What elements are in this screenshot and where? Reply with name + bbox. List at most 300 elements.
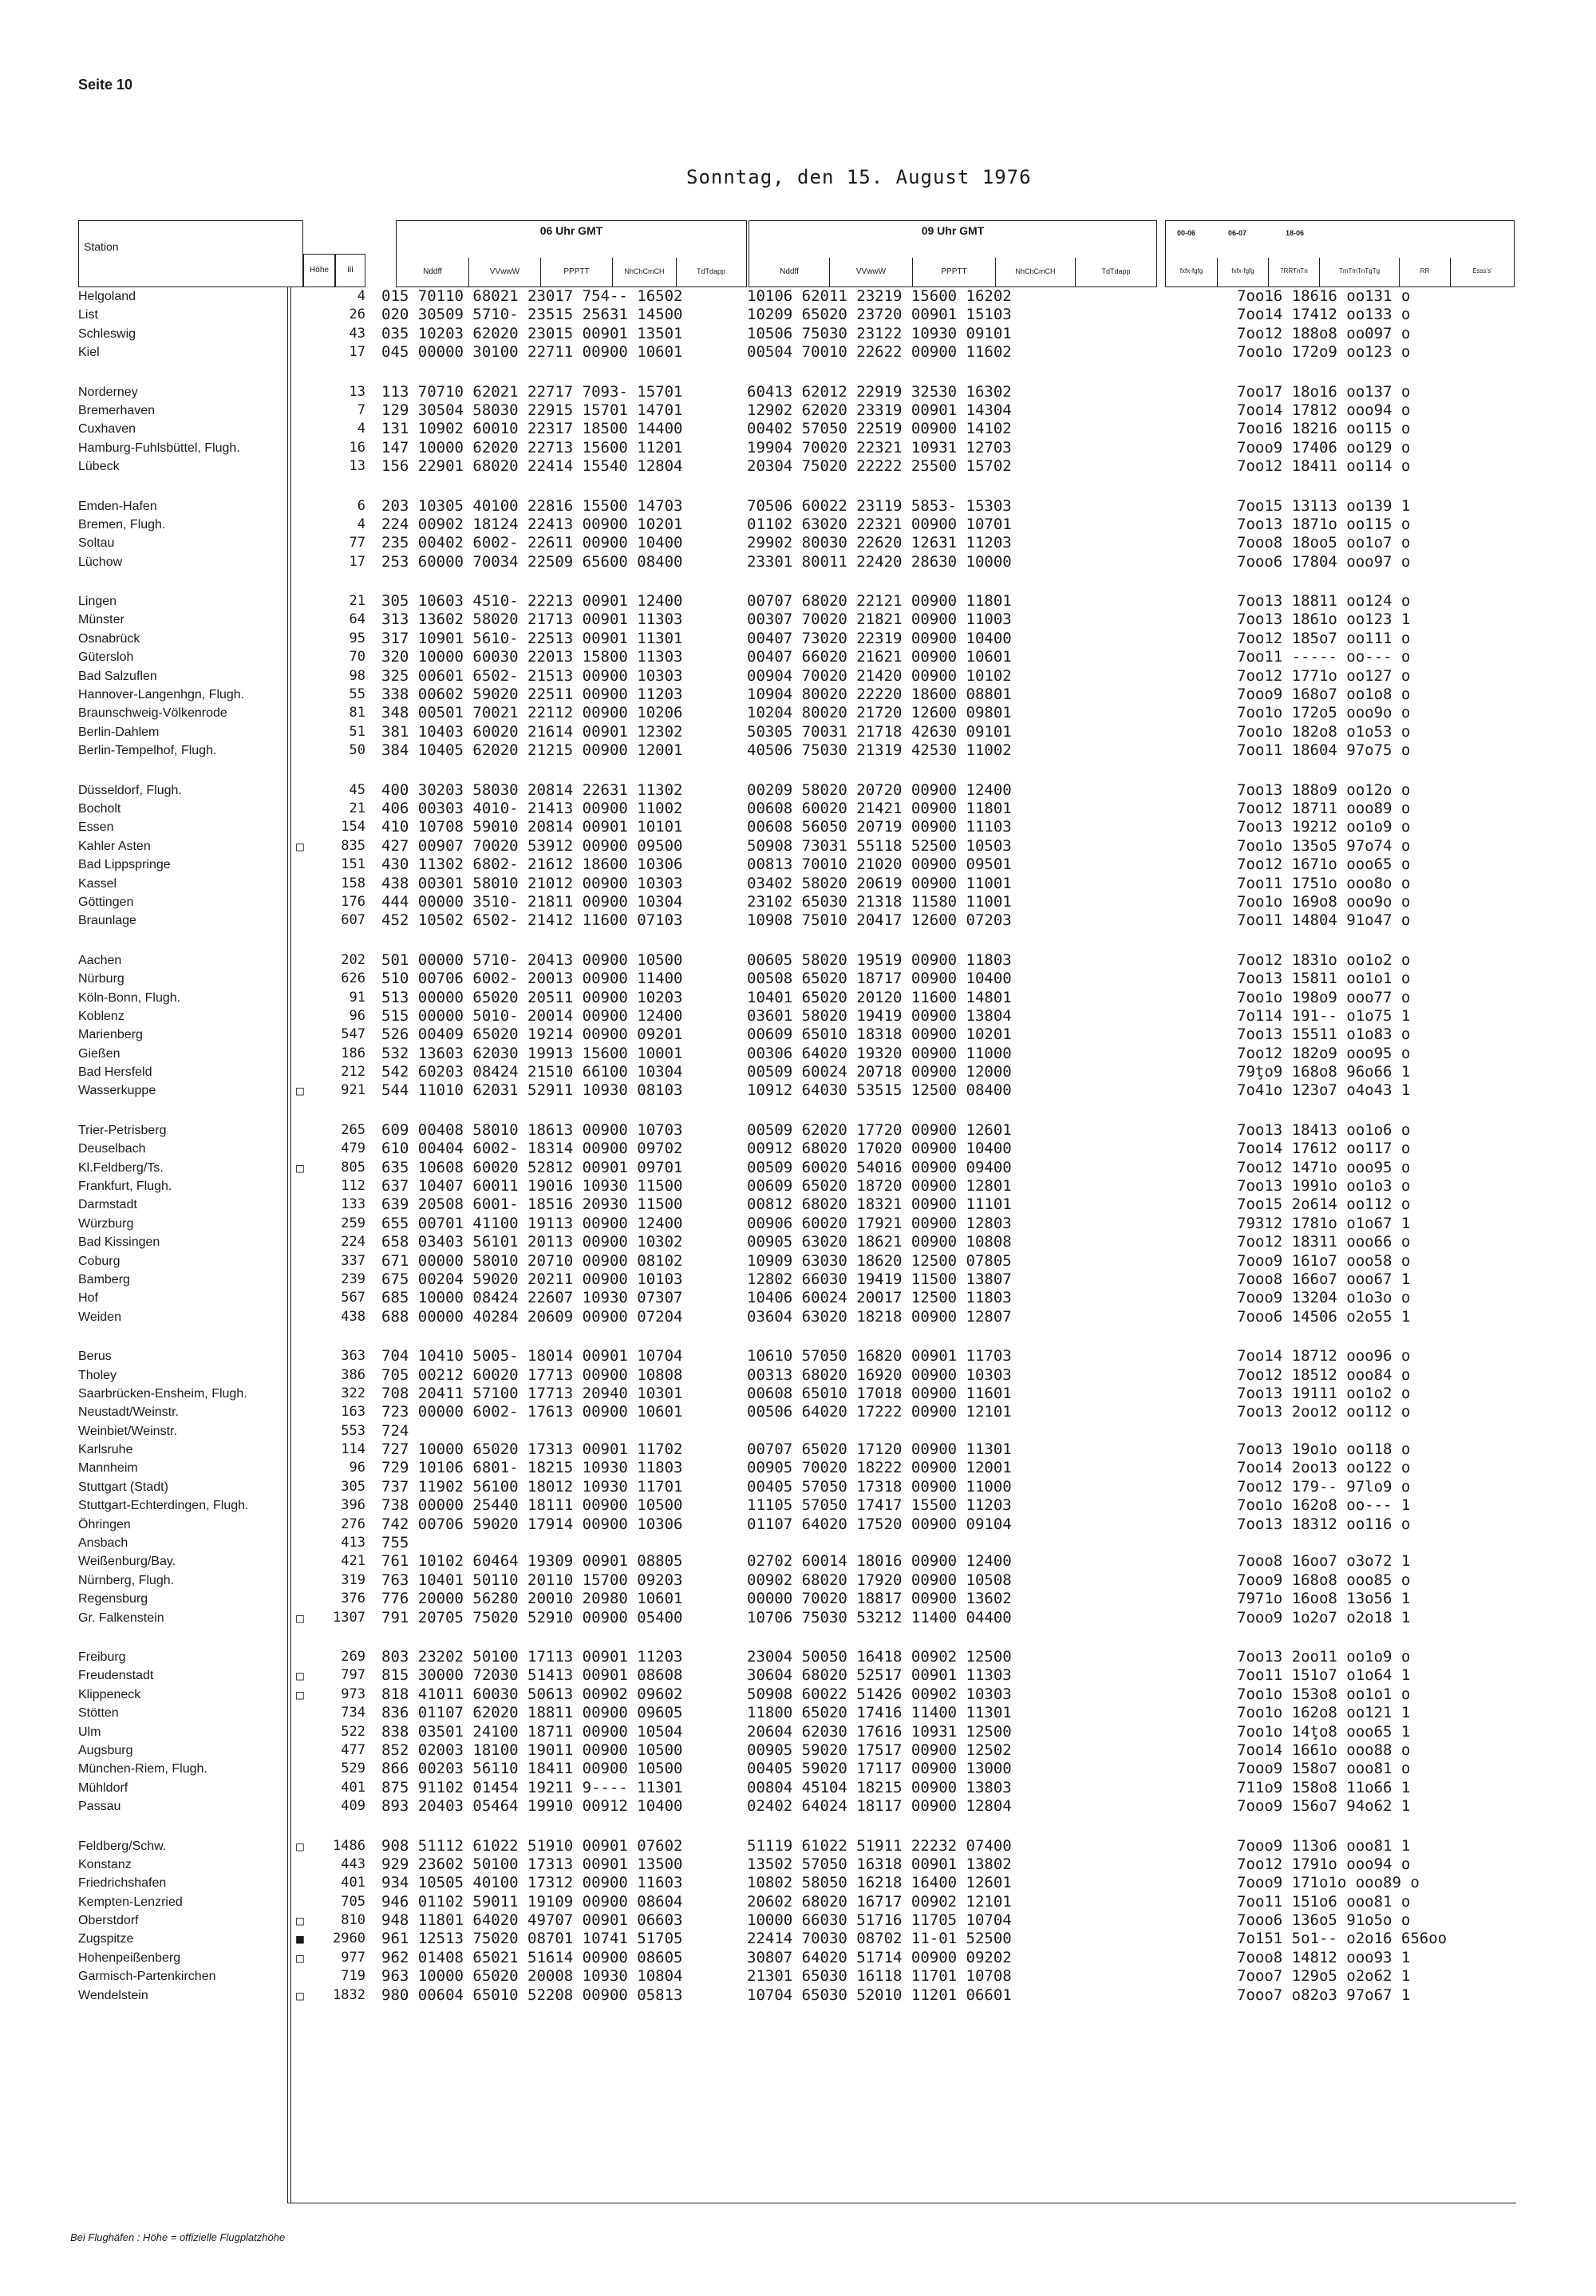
- extreme-values: 7oo11 151o7 o1o64 1: [1237, 1666, 1411, 1685]
- table-row: [78, 800, 1515, 818]
- station-height: 269: [341, 1649, 365, 1665]
- obs-09-values: 10506 75030 23122 10930 09101: [747, 324, 1012, 342]
- table-row: [78, 1195, 1515, 1214]
- extreme-values: 7oo15 2o614 oo112 o: [1237, 1195, 1411, 1214]
- obs-06-values: 253 60000 70034 22509 65600 08400: [381, 552, 683, 571]
- extreme-values: 7oo11 14804 91o47 o: [1237, 911, 1411, 930]
- table-row: [78, 1063, 1515, 1081]
- obs-06-values: 675 00204 59020 20211 00900 10103: [381, 1270, 683, 1288]
- table-row: [78, 1986, 1515, 2005]
- station-height: 17: [349, 344, 365, 361]
- station-name: Konstanz: [78, 1857, 132, 1871]
- station-name: Feldberg/Schw.: [78, 1839, 167, 1853]
- station-name: Stötten: [78, 1706, 119, 1721]
- extreme-values: 7oo14 18712 ooo96 o: [1237, 1347, 1411, 1365]
- page-number: Seite 10: [78, 77, 133, 93]
- obs-06-values: 685 10000 08424 22607 10930 07307: [381, 1289, 683, 1307]
- table-row: [78, 306, 1515, 324]
- extreme-values: 7oo16 18616 oo131 o: [1237, 287, 1411, 305]
- table-row: [78, 989, 1515, 1007]
- station-name: Essen: [78, 820, 114, 835]
- table-row: [78, 1403, 1515, 1421]
- end-col-fxfx2: fxfx-fgfg: [1217, 258, 1268, 287]
- iii-column-header: iii: [335, 254, 365, 287]
- end-header: [1165, 220, 1515, 287]
- station-name: Passau: [78, 1800, 121, 1814]
- station-height: 112: [341, 1178, 365, 1195]
- station-name: Saarbrücken-Ensheim, Flugh.: [78, 1386, 247, 1401]
- obs-06-values: 948 11801 64020 49707 00901 06603: [381, 1911, 683, 1930]
- obs-06-values: 348 00501 70021 22112 00900 10206: [381, 704, 683, 722]
- end-top-0006: 00-06: [1177, 229, 1196, 237]
- obs-09-values: 00812 68020 18321 00900 11101: [747, 1195, 1012, 1214]
- obs-09-values: 10908 75010 20417 12600 07203: [747, 911, 1012, 930]
- obs-09-values: 60413 62012 22919 32530 16302: [747, 382, 1012, 401]
- extreme-values: 7oo11 18604 97o75 o: [1237, 741, 1411, 760]
- obs-06-values: 513 00000 65020 20511 00900 10203: [381, 988, 683, 1006]
- station-name: Wasserkuppe: [78, 1084, 156, 1098]
- table-row: [78, 1271, 1515, 1289]
- table-row: [78, 592, 1515, 611]
- footnote: Bei Flughäfen : Höhe = offizielle Flugplatzhöhe: [70, 2231, 286, 2243]
- extreme-values: 7oo14 1661o ooo88 o: [1237, 1741, 1411, 1759]
- table-row: [78, 1648, 1515, 1666]
- station-name: Hannover-Langenhgn, Flugh.: [78, 688, 245, 702]
- extreme-values: 7oo14 17412 oo133 o: [1237, 306, 1411, 324]
- station-name: Kempten-Lenzried: [78, 1895, 183, 1909]
- station-name: Braunschweig-Völkenrode: [78, 706, 227, 721]
- station-height: 64: [349, 611, 365, 628]
- col06-vvwww: VVwwW: [468, 258, 540, 287]
- station-column-header: Station: [84, 240, 119, 253]
- mountain-marker-icon: □: [296, 1686, 304, 1702]
- table-row: [78, 1177, 1515, 1195]
- obs-06-values: 235 00402 6002- 22611 00900 10400: [381, 534, 683, 552]
- extreme-values: 7oo13 1861o oo123 1: [1237, 611, 1411, 629]
- station-height: 50: [349, 742, 365, 759]
- station-name: Cuxhaven: [78, 422, 136, 437]
- table-header: [78, 220, 1515, 287]
- station-height: 973: [341, 1685, 365, 1702]
- station-name: Stuttgart (Stadt): [78, 1480, 168, 1494]
- station-name: Hof: [78, 1291, 98, 1306]
- station-height: 77: [349, 535, 365, 551]
- extreme-values: 7oo1o 169o8 ooo9o o: [1237, 892, 1411, 911]
- obs-09-values: 00509 62020 17720 00900 12601: [747, 1120, 1012, 1139]
- obs-06-values: 776 20000 56280 20010 20980 10601: [381, 1590, 683, 1608]
- obs-09-values: 00813 70010 21020 00900 09501: [747, 856, 1012, 874]
- table-row: [78, 611, 1515, 629]
- extreme-values: 7oo13 2oo12 oo112 o: [1237, 1403, 1411, 1421]
- station-group: [78, 1648, 1515, 1816]
- station-group: [78, 287, 1515, 362]
- obs-06-values: 980 00604 65010 52208 00900 05813: [381, 1986, 683, 2004]
- obs-06-values: 688 00000 40284 20609 00900 07204: [381, 1307, 683, 1326]
- station-height: 522: [341, 1723, 365, 1740]
- obs-09-values: 12902 62020 23319 00901 14304: [747, 401, 1012, 419]
- obs-06-values: 320 10000 60030 22013 15800 11303: [381, 648, 683, 666]
- table-row: [78, 325, 1515, 343]
- obs-06-values: 035 10203 62020 23015 00901 13501: [381, 324, 683, 342]
- table-row: [78, 1609, 1515, 1627]
- station-name: Lüchow: [78, 555, 123, 569]
- extreme-values: 7oo13 15811 oo1o1 o: [1237, 970, 1411, 988]
- table-row: [78, 1007, 1515, 1025]
- station-height: 98: [349, 667, 365, 684]
- station-name: List: [78, 308, 98, 322]
- station-height: 977: [341, 1949, 365, 1966]
- extreme-values: 7oo12 185o7 oo111 o: [1237, 629, 1411, 647]
- col06-ppptt: PPPTT: [540, 258, 612, 287]
- table-row: [78, 856, 1515, 874]
- table-row: [78, 383, 1515, 401]
- obs-09-values: 10706 75030 53212 11400 04400: [747, 1608, 1012, 1626]
- extreme-values: 7ooo7 o82o3 97o67 1: [1237, 1986, 1411, 2004]
- group-09-label: 09 Uhr GMT: [921, 224, 985, 237]
- obs-09-values: 40506 75030 21319 42530 11002: [747, 741, 1012, 760]
- extreme-values: 7oo13 1871o oo115 o: [1237, 515, 1411, 533]
- extreme-values: 7oo13 18811 oo124 o: [1237, 592, 1411, 611]
- table-row: [78, 439, 1515, 457]
- table-row: [78, 1081, 1515, 1100]
- obs-06-values: 131 10902 60010 22317 18500 14400: [381, 420, 683, 438]
- station-height: 438: [341, 1308, 365, 1325]
- table-row: [78, 1590, 1515, 1608]
- station-height: 91: [349, 989, 365, 1006]
- table-row: [78, 420, 1515, 438]
- station-name: Bad Hersfeld: [78, 1065, 152, 1080]
- col09-ppptt: PPPTT: [912, 258, 995, 287]
- obs-06-values: 962 01408 65021 51614 00900 08605: [381, 1948, 683, 1966]
- station-height: 1832: [333, 1986, 365, 2003]
- end-col-esss: Esss's': [1450, 258, 1514, 287]
- obs-09-values: 00609 65010 18318 00900 10201: [747, 1025, 1012, 1044]
- extreme-values: 7o41o 123o7 o4o43 1: [1237, 1081, 1411, 1100]
- extreme-values: 7oo13 18312 oo116 o: [1237, 1515, 1411, 1533]
- station-name: Nürnberg, Flugh.: [78, 1573, 175, 1587]
- obs-09-values: 03601 58020 19419 00900 13804: [747, 1006, 1012, 1025]
- station-height: 96: [349, 1460, 365, 1476]
- station-name: Düsseldorf, Flugh.: [78, 783, 182, 797]
- station-height: 158: [341, 875, 365, 891]
- table-body: [78, 287, 1515, 2025]
- table-row: [78, 1516, 1515, 1534]
- extreme-values: 7oo12 1771o oo127 o: [1237, 666, 1411, 685]
- station-height: 17: [349, 553, 365, 570]
- station-group: [78, 383, 1515, 476]
- obs-09-values: 00405 59020 17117 00900 13000: [747, 1760, 1012, 1778]
- station-group: [78, 1347, 1515, 1627]
- obs-06-values: 852 02003 18100 19011 00900 10500: [381, 1741, 683, 1759]
- station-height: 477: [341, 1741, 365, 1758]
- extreme-values: 7oo12 1471o ooo95 o: [1237, 1158, 1411, 1176]
- station-height: 154: [341, 819, 365, 836]
- extreme-values: 7o151 5o1-- o2o16 656oo: [1237, 1930, 1448, 1948]
- extreme-values: 7ooo7 129o5 o2o62 1: [1237, 1967, 1411, 1986]
- obs-06-values: 742 00706 59020 17914 00900 10306: [381, 1515, 683, 1533]
- obs-09-values: 00508 65020 18717 00900 10400: [747, 970, 1012, 988]
- station-height: 95: [349, 630, 365, 646]
- obs-09-values: 03402 58020 20619 00900 11001: [747, 874, 1012, 892]
- station-name: Kahler Asten: [78, 839, 151, 853]
- extreme-values: 7971o 16oo8 13o56 1: [1237, 1590, 1411, 1608]
- station-height: 734: [341, 1705, 365, 1721]
- station-height: 224: [341, 1234, 365, 1251]
- table-row: [78, 1121, 1515, 1140]
- station-height: 114: [341, 1441, 365, 1458]
- obs-09-values: 21301 65030 16118 11701 10708: [747, 1967, 1012, 1986]
- extreme-values: 7oo15 13113 oo139 1: [1237, 496, 1411, 515]
- station-height: 212: [341, 1064, 365, 1081]
- extreme-values: 7ooo9 13204 o1o3o o: [1237, 1289, 1411, 1307]
- obs-09-values: 00905 70020 18222 00900 12001: [747, 1459, 1012, 1477]
- extreme-values: 7oo13 18413 oo1o6 o: [1237, 1120, 1411, 1139]
- col06-nddff: Nddff: [423, 267, 442, 276]
- obs-06-values: 526 00409 65020 19214 00900 09201: [381, 1025, 683, 1044]
- obs-09-values: 30604 68020 52517 00901 11303: [747, 1666, 1012, 1685]
- extreme-values: 7oo12 188o8 oo097 o: [1237, 324, 1411, 342]
- table-row: [78, 1422, 1515, 1440]
- table-row: [78, 1760, 1515, 1778]
- station-height: 16: [349, 439, 365, 456]
- extreme-values: 7oo12 18711 ooo89 o: [1237, 799, 1411, 817]
- table-row: [78, 630, 1515, 648]
- station-name: Augsburg: [78, 1743, 133, 1757]
- station-name: München-Riem, Flugh.: [78, 1762, 207, 1776]
- table-row: [78, 1911, 1515, 1930]
- table-row: [78, 893, 1515, 911]
- station-height: 797: [341, 1667, 365, 1684]
- obs-06-values: 761 10102 60464 19309 00901 08805: [381, 1552, 683, 1571]
- obs-06-values: 723 00000 6002- 17613 00900 10601: [381, 1403, 683, 1421]
- station-name: Gießen: [78, 1046, 120, 1061]
- obs-09-values: 00609 65020 18720 00900 12801: [747, 1177, 1012, 1195]
- obs-09-values: 13502 57050 16318 00901 13802: [747, 1855, 1012, 1873]
- extreme-values: 7oo11 151o6 ooo81 o: [1237, 1892, 1411, 1911]
- station-header-box: [78, 220, 303, 287]
- extreme-values: 7oo12 18512 ooo84 o: [1237, 1365, 1411, 1384]
- col09-nhchcmch: NhChCmCH: [995, 258, 1075, 287]
- table-row: [78, 401, 1515, 420]
- obs-09-values: 10204 80020 21720 12600 09801: [747, 704, 1012, 722]
- table-row: [78, 1140, 1515, 1158]
- station-height: 337: [341, 1252, 365, 1269]
- obs-09-values: 50305 70031 21718 42630 09101: [747, 722, 1012, 741]
- extreme-values: 7oo12 1831o oo1o2 o: [1237, 950, 1411, 969]
- table-row: [78, 970, 1515, 988]
- table-row: [78, 1289, 1515, 1307]
- station-group: [78, 592, 1515, 761]
- obs-09-values: 02702 60014 18016 00900 12400: [747, 1552, 1012, 1571]
- obs-09-values: 10000 66030 51716 11705 10704: [747, 1911, 1012, 1930]
- station-height: 443: [341, 1855, 365, 1872]
- table-row: [78, 1440, 1515, 1459]
- station-name: Göttingen: [78, 895, 134, 909]
- station-height: 810: [341, 1912, 365, 1929]
- mountain-marker-icon: □: [296, 1083, 304, 1099]
- extreme-values: 7ooo9 1o2o7 o2o18 1: [1237, 1608, 1411, 1626]
- station-height: 186: [341, 1045, 365, 1061]
- obs-06-values: 836 01107 62020 18811 00900 09605: [381, 1704, 683, 1722]
- obs-06-values: 929 23602 50100 17313 00901 13500: [381, 1855, 683, 1873]
- table-row: [78, 516, 1515, 534]
- obs-06-values: 637 10407 60011 19016 10930 11500: [381, 1177, 683, 1195]
- obs-09-values: 00504 70010 22622 00900 11602: [747, 343, 1012, 362]
- extreme-values: 7oo1o 198o9 ooo77 o: [1237, 988, 1411, 1006]
- obs-09-values: 00905 59020 17517 00900 12502: [747, 1741, 1012, 1759]
- station-name: Norderney: [78, 385, 138, 399]
- obs-09-values: 10610 57050 16820 00901 11703: [747, 1347, 1012, 1365]
- obs-06-values: 658 03403 56101 20113 00900 10302: [381, 1233, 683, 1251]
- obs-06-values: 708 20411 57100 17713 20940 10301: [381, 1384, 683, 1402]
- table-row: [78, 1704, 1515, 1722]
- station-name: Darmstadt: [78, 1198, 137, 1212]
- obs-09-values: 20604 62030 17616 10931 12500: [747, 1722, 1012, 1741]
- station-name: Trier-Petrisberg: [78, 1123, 167, 1137]
- station-name: Kiel: [78, 346, 100, 360]
- obs-06-values: 542 60203 08424 21510 66100 10304: [381, 1063, 683, 1081]
- obs-09-values: 00804 45104 18215 00900 13803: [747, 1778, 1012, 1796]
- table-row: [78, 534, 1515, 552]
- obs-09-values: 00608 56050 20719 00900 11103: [747, 818, 1012, 836]
- station-name: Gr. Falkenstein: [78, 1610, 164, 1625]
- obs-09-values: 00407 66020 21621 00900 10601: [747, 648, 1012, 666]
- obs-09-values: 10406 60024 20017 12500 11803: [747, 1289, 1012, 1307]
- mountain-marker-icon: □: [296, 838, 304, 854]
- group-06-label: 06 Uhr GMT: [539, 224, 603, 237]
- obs-06-values: 147 10000 62020 22713 15600 11201: [381, 438, 683, 456]
- station-name: Lingen: [78, 595, 117, 609]
- obs-06-values: 444 00000 3510- 21811 00900 10304: [381, 892, 683, 911]
- station-height: 835: [341, 837, 365, 854]
- obs-06-values: 305 10603 4510- 22213 00901 12400: [381, 592, 683, 611]
- extreme-values: 7oo11 1751o ooo8o o: [1237, 874, 1411, 892]
- end-col-tm: TmTmTnTgTg: [1319, 258, 1399, 287]
- obs-06-values: 400 30203 58030 20814 22631 11302: [381, 780, 683, 799]
- station-name: Ansbach: [78, 1536, 128, 1551]
- table-row: [78, 911, 1515, 930]
- table-row: [78, 1366, 1515, 1385]
- end-top-0607: 06-07: [1228, 229, 1247, 237]
- station-name: Köln-Bonn, Flugh.: [78, 990, 181, 1005]
- obs-06-values: 635 10608 60020 52812 00901 09701: [381, 1158, 683, 1176]
- extreme-values: 7oo13 15511 o1o83 o: [1237, 1025, 1411, 1044]
- obs-06-values: 129 30504 58030 22915 15701 14701: [381, 401, 683, 419]
- table-row: [78, 1459, 1515, 1477]
- obs-09-values: 00912 68020 17020 00900 10400: [747, 1140, 1012, 1158]
- station-height: 479: [341, 1140, 365, 1157]
- obs-06-values: 961 12513 75020 08701 10741 51705: [381, 1930, 683, 1948]
- mountain-marker-icon: □: [296, 1950, 304, 1966]
- obs-09-values: 00608 65010 17018 00900 11601: [747, 1384, 1012, 1402]
- station-name: Freiburg: [78, 1650, 126, 1664]
- obs-06-values: 737 11902 56100 18012 10930 11701: [381, 1477, 683, 1496]
- station-name: Würzburg: [78, 1216, 134, 1231]
- obs-06-values: 838 03501 24100 18711 00900 10504: [381, 1722, 683, 1741]
- station-height: 6: [357, 497, 365, 514]
- extreme-values: 7oo13 19111 oo1o2 o: [1237, 1384, 1411, 1402]
- station-height: 4: [357, 421, 365, 437]
- station-height: 4: [357, 516, 365, 532]
- station-name: Karlsruhe: [78, 1443, 133, 1457]
- station-name: Bad Kissingen: [78, 1235, 160, 1250]
- obs-09-values: 70506 60022 23119 5853- 15303: [747, 496, 1012, 515]
- station-name: Friedrichshafen: [78, 1876, 167, 1891]
- table-row: [78, 1252, 1515, 1271]
- table-row: [78, 1855, 1515, 1874]
- obs-09-values: 00904 70020 21420 00900 10102: [747, 666, 1012, 685]
- extreme-values: 7ooo9 171o1o ooo89 o: [1237, 1874, 1420, 1892]
- station-name: Weißenburg/Bay.: [78, 1555, 176, 1569]
- table-row: [78, 648, 1515, 666]
- obs-09-values: 00905 63020 18621 00900 10808: [747, 1233, 1012, 1251]
- extreme-values: 7oo12 18411 oo114 o: [1237, 457, 1411, 476]
- station-height: 409: [341, 1798, 365, 1815]
- extreme-values: 7oo12 182o9 ooo95 o: [1237, 1044, 1411, 1062]
- table-row: [78, 741, 1515, 760]
- extreme-values: 79ţo9 168o8 96o66 1: [1237, 1063, 1411, 1081]
- obs-09-values: 51119 61022 51911 22232 07400: [747, 1836, 1012, 1855]
- obs-09-values: 10209 65020 23720 00901 15103: [747, 306, 1012, 324]
- station-height: 413: [341, 1535, 365, 1551]
- extreme-values: 7ooo9 168o7 oo1o8 o: [1237, 686, 1411, 704]
- obs-06-values: 729 10106 6801- 18215 10930 11803: [381, 1459, 683, 1477]
- col06-tdtdapp: TdTdapp: [676, 258, 745, 287]
- station-name: Mannheim: [78, 1461, 138, 1476]
- obs-09-values: 00902 68020 17920 00900 10508: [747, 1571, 1012, 1589]
- extreme-values: 7oo1o 14ţo8 ooo65 1: [1237, 1722, 1411, 1741]
- station-name: Soltau: [78, 536, 115, 551]
- station-height: 70: [349, 649, 365, 666]
- station-height: 21: [349, 593, 365, 610]
- table-row: [78, 1159, 1515, 1177]
- obs-09-values: 00509 60020 54016 00900 09400: [747, 1158, 1012, 1176]
- obs-06-values: 510 00706 6002- 20013 00900 11400: [381, 970, 683, 988]
- station-name: Frankfurt, Flugh.: [78, 1180, 172, 1194]
- mountain-marker-icon: □: [296, 1913, 304, 1929]
- station-name: Berlin-Dahlem: [78, 725, 160, 739]
- station-height: 805: [341, 1159, 365, 1176]
- table-row: [78, 1949, 1515, 1967]
- obs-09-values: 01102 63020 22321 00900 10701: [747, 515, 1012, 533]
- table-row: [78, 837, 1515, 856]
- obs-06-values: 430 11302 6802- 21612 18600 10306: [381, 856, 683, 874]
- station-height: 921: [341, 1082, 365, 1099]
- table-row: [78, 667, 1515, 686]
- table-row: [78, 1347, 1515, 1365]
- station-height: 705: [341, 1893, 365, 1910]
- obs-09-values: 10106 62011 23219 15600 16202: [747, 287, 1012, 305]
- station-name: Marienberg: [78, 1028, 143, 1042]
- table-row: [78, 1478, 1515, 1496]
- obs-06-values: 381 10403 60020 21614 00901 12302: [381, 722, 683, 741]
- table-row: [78, 343, 1515, 362]
- obs-06-values: 501 00000 5710- 20413 00900 10500: [381, 950, 683, 969]
- station-group: [78, 951, 1515, 1101]
- obs-09-values: 00402 57050 22519 00900 14102: [747, 420, 1012, 438]
- col06-nhchcmch: NhChCmCH: [612, 258, 676, 287]
- obs-09-values: 00209 58020 20720 00900 12400: [747, 780, 1012, 799]
- obs-09-values: 12802 66030 19419 11500 13807: [747, 1270, 1012, 1288]
- end-col-fxfx1: fxfx-fgfg: [1179, 267, 1203, 275]
- table-row: [78, 1215, 1515, 1233]
- table-row: [78, 818, 1515, 836]
- station-group: [78, 1121, 1515, 1326]
- station-height: 305: [341, 1478, 365, 1495]
- end-col-7rr: 7RRTnTn: [1268, 258, 1319, 287]
- table-row: [78, 1666, 1515, 1685]
- extreme-values: 7oo14 17812 ooo94 o: [1237, 401, 1411, 419]
